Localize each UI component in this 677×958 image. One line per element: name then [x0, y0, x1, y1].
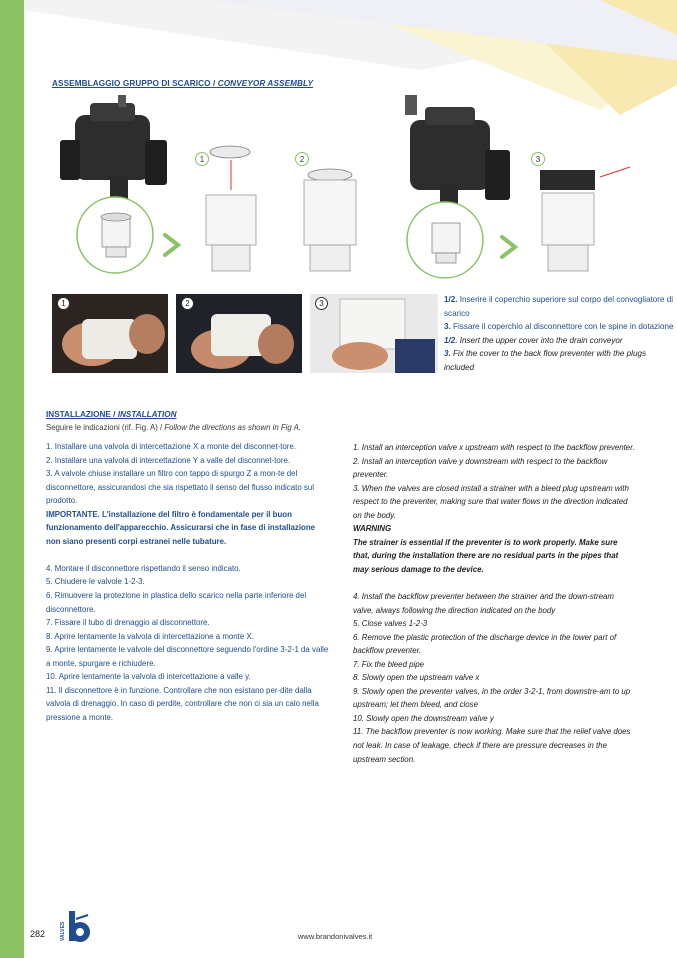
brandoni-logo-icon [60, 905, 92, 945]
warning-note: The strainer is essential if the preventer is to work properly. Make sure that, during the installation there are no residual parts in the pipes that may serious damage to the device. [353, 537, 619, 574]
conveyor-step2 [304, 169, 356, 271]
instruction-item: 5. Close valves 1-2-3 [353, 619, 428, 629]
instruction-item: 3. When the valves are closed install a strainer with a bleed plug upstream with respect to the preventer, making sure that water flows in the direction indicated on the body. [353, 483, 629, 520]
instruction-item: 9. Slowly open the preventer valves, in the order 3-2-1, from downstre-am to up upstream; let them bleed, and close [353, 686, 631, 710]
conveyor-small-right [432, 223, 460, 263]
caption-text: Insert the upper cover into the drain conveyor [457, 335, 623, 345]
photo-step-3 [310, 294, 438, 373]
assembly-caption [444, 293, 676, 375]
side-color-bar [0, 0, 24, 958]
instruction-item: 11. Il disconnettore è in funzione. Controllare che non esistano per-dite dalla valvola di drenaggio. In caso di perdite, controllare che non ci sia un calo nella pressione a monte. [46, 685, 319, 722]
valve-body-drawing-left [60, 95, 167, 200]
instruction-item: 2. Installare una valvola di intercettazione Y a valle del disconnet-tore. [46, 455, 291, 465]
photo-number-3: 3 [315, 297, 328, 310]
installation-subtitle: Seguire le indicazioni (rif. Fig. A) / Follow the directions as shown in Fig A. [46, 423, 301, 432]
assembly-illustration [40, 95, 670, 285]
logo-text: VALVES [60, 921, 66, 941]
page-number: 282 [30, 929, 46, 939]
photo-step-1 [52, 294, 168, 373]
caption-step-num: 1/2. [444, 335, 458, 345]
instruction-item: 7. Fissare il tubo di drenaggio al disconnettore. [46, 618, 210, 628]
conveyor-step3 [540, 167, 630, 271]
important-note: IMPORTANTE. L'installazione del filtro è fondamentale per il buon funzionamento dell'apparecchio. Assicurarsi che in fase di installazione non siano presenti corpi estranei nelle tubature. [46, 509, 316, 546]
instruction-item: 7. Fix the bleed pipe [353, 659, 425, 669]
instruction-item: 4. Install the backflow preventer between the strainer and the down-stream valve, always following the direction indicated on the body [353, 591, 614, 615]
valve-body-drawing-right [405, 95, 510, 210]
instruction-item: 11. The backflow preventer is now working. Make sure that the relief valve does not leak. In case of leakage, check if there are pressure decreases in the upstream section. [353, 727, 631, 764]
instruction-item: 5. Chiudere le valvole 1-2-3. [46, 577, 145, 587]
step-3-label: 3 [535, 155, 541, 164]
caption-text: Inserire il coperchio superiore sul corpo del convogliatore di scarico [444, 295, 674, 318]
instruction-item: 10. Slowly open the downstream valve y [353, 713, 494, 723]
instruction-item: 9. Aprire lentamente le valvole del disconnettore seguendo l'ordine 3-2-1 da valle a monte, spurgare e richiudere. [46, 645, 329, 668]
caption-step-num: 3. [444, 349, 451, 359]
step-1-label: 1 [199, 155, 205, 164]
instruction-item: 4. Montare il disconnettore rispettando il senso indicato. [46, 563, 241, 573]
instruction-item: 10. Aprire lentamente la valvola di intercettazione a valle y. [46, 672, 251, 682]
caption-step-num: 1/2. [444, 295, 458, 304]
website-link[interactable]: www.brandonivalves.it [298, 932, 373, 941]
section-title-installation: INSTALLAZIONE / INSTALLATION [46, 410, 177, 419]
conveyor-step1 [206, 146, 256, 271]
instruction-item: 6. Remove the plastic protection of the discharge device in the lower part of backflow preventer. [353, 632, 617, 656]
instruction-item: 1. Install an interception valve x upstream with respect to the backflow preventer. [353, 443, 635, 452]
section-title-assembly: ASSEMBLAGGIO GRUPPO DI SCARICO / CONVEYOR ASSEMBLY [52, 79, 314, 88]
arrow-icon-right [502, 237, 515, 257]
caption-step-num: 3. [444, 322, 451, 332]
instructions-italian [46, 440, 329, 724]
instruction-item: 2. Install an interception valve y downstream with respect to the backflow preventer. [353, 456, 608, 480]
instructions-english [353, 441, 635, 766]
caption-text: Fissare il coperchio al disconnettore con le spine in dotazione [450, 322, 674, 332]
step-2-label: 2 [299, 155, 305, 164]
photo-step-2 [176, 294, 302, 373]
instruction-item: 8. Slowly open the upstream valve x [353, 673, 480, 683]
instruction-item: 8. Aprire lentamente la valvola di intercettazione a monte X. [46, 631, 254, 641]
arrow-icon [165, 235, 178, 255]
caption-text: Fix the cover to the back flow preventer with the plugs included [444, 349, 647, 372]
instruction-item: 1. Installare una valvola di intercettazione X a monte del disconnet-tore. [46, 442, 297, 451]
photo-number-2: 2 [181, 297, 194, 310]
warning-heading: WARNING [353, 524, 392, 534]
instruction-item: 3. A valvole chiuse installare un filtro con tappo di spurgo Z a mon-te del disconnettore, assicurandosi che sia rispettato il senso del flusso indicato sul prodotto. [46, 469, 314, 506]
instruction-item: 6. Rimuovere la protezione in plastica dello scarico nella parte inferiore del disconnettore. [46, 590, 307, 614]
photo-number-1: 1 [57, 297, 70, 310]
